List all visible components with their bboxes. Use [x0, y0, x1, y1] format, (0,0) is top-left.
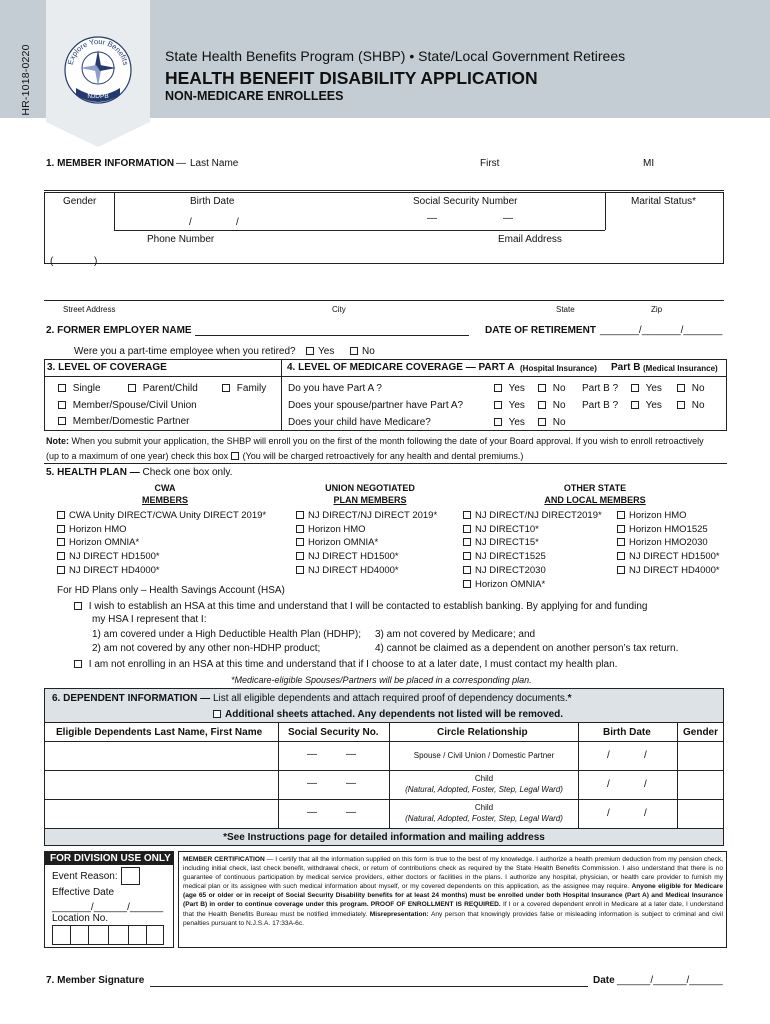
plan-option-label: NJ DIRECT15*	[475, 537, 539, 549]
plan-option-label: Horizon HMO	[69, 523, 127, 535]
event-reason-field[interactable]	[121, 867, 140, 885]
last-name-label: Last Name	[190, 158, 239, 169]
dep2-child-detail: (Natural, Adopted, Foster, Step, Legal Ward)	[405, 785, 563, 794]
divider	[44, 770, 724, 771]
dep1-relationship[interactable]: Spouse / Civil Union / Domestic Partner	[413, 751, 555, 760]
col2-heading2: PLAN MEMBERS	[333, 495, 407, 505]
divider	[108, 925, 109, 945]
checkbox-icon	[494, 384, 502, 392]
checkbox-icon	[538, 418, 546, 426]
phone-paren-open: (	[50, 256, 54, 267]
dep3-bd-slash: /	[607, 808, 610, 819]
divider	[605, 192, 606, 230]
plan-option[interactable]	[57, 565, 160, 577]
checkbox-icon	[617, 525, 625, 533]
hsa-item2: 2) am not covered by any other non-HDHP product;	[92, 643, 321, 654]
dep3-child-detail: (Natural, Adopted, Foster, Step, Legal Ward)	[405, 814, 563, 823]
checkbox-icon	[617, 538, 625, 546]
retirement-date-blank[interactable]: _______/_______/_______	[600, 325, 723, 336]
signature-date-blank[interactable]: ______/______/______	[617, 975, 723, 986]
checkbox-icon	[677, 401, 685, 409]
hsa-establish-checkbox[interactable]: I wish to establish an HSA at this time and understand that I will be contacted to establish banking. By applying for and funding	[74, 601, 647, 613]
col3-heading2: AND LOCAL MEMBERS	[544, 495, 646, 505]
part-b-label: Part B	[611, 362, 641, 373]
dep2-ssn-dash: —	[307, 778, 317, 789]
dep1-bd-slash: /	[644, 750, 647, 761]
dep1-ssn-dash: —	[346, 749, 356, 760]
checkbox-icon	[463, 511, 471, 519]
plan-option-label: NJ DIRECT HD4000*	[69, 564, 160, 576]
plan-option-label: NJ DIRECT/NJ DIRECT2019*	[475, 510, 602, 521]
event-reason-label: Event Reason:	[52, 871, 118, 882]
checkbox-icon	[306, 347, 314, 355]
q2-b-no-checkbox[interactable]: No	[677, 400, 705, 412]
q1-b-yes-checkbox[interactable]: Yes	[631, 383, 662, 395]
checkbox-icon	[463, 566, 471, 574]
divider	[44, 722, 724, 723]
birth-date-label: Birth Date	[190, 196, 235, 207]
plan-option-label: NJ DIRECT HD1500*	[308, 551, 399, 563]
divider	[146, 925, 147, 945]
header-program: State Health Benefits Program (SHBP) • State/Local Government Retirees	[165, 48, 626, 64]
plan-option[interactable]	[57, 551, 160, 563]
plan-option[interactable]	[617, 537, 708, 549]
s3-title: 3. LEVEL OF COVERAGE	[47, 362, 167, 373]
plan-option[interactable]	[617, 524, 708, 536]
plan-option[interactable]	[296, 510, 437, 522]
first-name-label: First	[480, 158, 500, 169]
plan-option-label: NJ DIRECT/NJ DIRECT 2019*	[308, 510, 438, 521]
checkbox-icon	[57, 511, 65, 519]
hsa-item4: 4) cannot be claimed as a dependent on another person’s tax return.	[375, 643, 679, 654]
divider	[128, 925, 129, 945]
mi-label: MI	[643, 158, 655, 169]
effective-date-label: Effective Date	[52, 887, 115, 898]
checkbox-icon	[222, 384, 230, 392]
signature-line[interactable]	[150, 986, 588, 987]
checkbox-icon	[57, 538, 65, 546]
njdpb-logo	[46, 0, 150, 147]
form-code	[17, 40, 35, 120]
checkbox-icon	[631, 401, 639, 409]
divider	[114, 230, 605, 231]
checkbox-icon	[494, 418, 502, 426]
medicare-q2: Does your spouse/partner have Part A?	[288, 400, 464, 411]
rule	[44, 463, 727, 464]
hsa-title: For HD Plans only – Health Savings Account (HSA)	[57, 585, 285, 596]
plan-option-label: Horizon HMO	[308, 523, 366, 535]
checkbox-icon	[296, 538, 304, 546]
gender-label: Gender	[63, 196, 97, 207]
col-ssn: Social Security No.	[288, 727, 379, 738]
divider	[114, 192, 115, 230]
zip-label: Zip	[651, 305, 663, 314]
rule	[44, 300, 724, 301]
birth-date-slash: /	[189, 217, 192, 228]
checkbox-icon	[74, 602, 82, 610]
ssn-dash: —	[503, 213, 513, 224]
plan-option-label: NJ DIRECT HD1500*	[69, 551, 160, 563]
divider	[44, 376, 727, 377]
checkbox-icon	[463, 552, 471, 560]
city-label: City	[332, 305, 346, 314]
checkbox-icon	[57, 566, 65, 574]
coverage-single-checkbox[interactable]: Single	[58, 383, 101, 395]
plan-option[interactable]	[463, 565, 546, 577]
parttime-no-checkbox[interactable]: No	[350, 346, 375, 358]
checkbox-icon	[58, 401, 66, 409]
divider	[88, 925, 89, 945]
col-birth-date: Birth Date	[603, 727, 651, 738]
marital-status-label: Marital Status*	[631, 196, 697, 207]
plan-option-label: CWA Unity DIRECT/CWA Unity DIRECT 2019*	[69, 510, 267, 521]
medicare-q3: Does your child have Medicare?	[288, 417, 431, 428]
plan-option[interactable]	[463, 537, 539, 549]
plan-option[interactable]	[617, 551, 720, 563]
plan-option[interactable]	[296, 537, 378, 549]
checkbox-icon	[463, 525, 471, 533]
dep1-ssn-dash: —	[307, 749, 317, 760]
checkbox-icon	[296, 566, 304, 574]
dep2-bd-slash: /	[644, 779, 647, 790]
col1-heading1: CWA	[154, 483, 176, 493]
s4-title: 4. LEVEL OF MEDICARE COVERAGE — PART A	[287, 362, 515, 373]
logo-arc-text: Explore Your Benefits	[65, 36, 131, 67]
plan-option[interactable]	[296, 551, 399, 563]
plan-option[interactable]	[463, 510, 602, 522]
note-line1: Note: When you submit your application, the SHBP will enroll you on the first of the month following the date of your Board approval. If you wish to enroll retroactively	[46, 436, 704, 446]
page-title: HEALTH BENEFIT DISABILITY APPLICATION	[165, 68, 538, 88]
dep1-bd-slash: /	[607, 750, 610, 761]
plan-option-label: Horizon OMNIA*	[308, 537, 379, 549]
checkbox-icon	[617, 552, 625, 560]
plan-option[interactable]	[463, 551, 546, 563]
hsa-item3: 3) am not covered by Medicare; and	[375, 629, 536, 640]
checkbox-icon	[58, 384, 66, 392]
checkbox-icon	[463, 538, 471, 546]
q1-a-yes-checkbox[interactable]: Yes	[494, 383, 525, 395]
form-code-text: HR-1018-0220	[20, 44, 32, 116]
checkbox-icon	[677, 384, 685, 392]
signature-label: 7. Member Signature	[46, 975, 145, 986]
s6-header: 6. DEPENDENT INFORMATION — List all eligible dependents and attach required proof of dependency documents.*	[52, 693, 572, 704]
checkbox-icon	[213, 710, 221, 718]
checkbox-icon	[463, 580, 471, 588]
checkbox-icon	[128, 384, 136, 392]
q2-a-yes-checkbox[interactable]: Yes	[494, 400, 525, 412]
dep2-child-label[interactable]: Child	[474, 774, 494, 783]
plan-option-label: Horizon HMO	[629, 510, 687, 521]
plan-option[interactable]	[57, 524, 127, 536]
divider	[677, 722, 678, 828]
checkbox-icon	[57, 525, 65, 533]
dep3-ssn-dash: —	[346, 807, 356, 818]
street-label: Street Address	[63, 305, 116, 314]
part-b-sub: (Medical Insurance)	[643, 364, 718, 373]
checkbox-icon	[538, 401, 546, 409]
q2-a-no-checkbox[interactable]: No	[538, 400, 566, 412]
checkbox-icon	[296, 525, 304, 533]
s5-header: 5. HEALTH PLAN — Check one box only.	[46, 467, 233, 478]
plan-option-label: NJ DIRECT10*	[475, 523, 539, 535]
note-line2: (up to a maximum of one year) check this box (You will be charged retroactively for any health and dental premiums.)	[46, 451, 524, 461]
checkbox-icon	[57, 552, 65, 560]
parttime-question: Were you a part-time employee when you retired?	[74, 346, 296, 357]
q3-yes-checkbox[interactable]: Yes	[494, 417, 525, 429]
dep3-bd-slash: /	[644, 808, 647, 819]
col-relationship: Circle Relationship	[437, 727, 528, 738]
divider	[44, 741, 724, 742]
plan-option[interactable]	[463, 579, 545, 591]
plan-option[interactable]	[617, 510, 687, 522]
retirement-label: DATE OF RETIREMENT	[485, 325, 596, 336]
hsa-represent: my HSA I represent that I:	[92, 614, 207, 625]
q3-no-checkbox[interactable]: No	[538, 417, 566, 429]
ssn-dash: —	[427, 213, 437, 224]
retroactive-checkbox[interactable]	[231, 452, 239, 460]
col-gender: Gender	[683, 727, 719, 738]
divider	[70, 925, 71, 945]
col2-heading1: UNION NEGOTIATED	[325, 483, 415, 493]
rule	[44, 190, 724, 191]
logo-njdpb-text: NJDPB	[87, 93, 109, 100]
dep2-bd-slash: /	[607, 779, 610, 790]
divider	[578, 722, 579, 828]
part-a-sub: (Hospital Insurance)	[520, 364, 597, 373]
coverage-family-checkbox[interactable]: Family	[222, 383, 266, 395]
q2-part-b-label: Part B ?	[582, 400, 619, 411]
divider	[44, 799, 724, 800]
checkbox-icon	[631, 384, 639, 392]
employer-name-line[interactable]	[195, 335, 469, 336]
page-subtitle: NON-MEDICARE ENROLLEES	[165, 89, 344, 103]
plan-option[interactable]	[617, 565, 720, 577]
s1-title: 1. MEMBER INFORMATION	[46, 158, 175, 169]
coverage-member-spouse-checkbox[interactable]: Member/Spouse/Civil Union	[58, 400, 197, 412]
q1-b-no-checkbox[interactable]: No	[677, 383, 705, 395]
col-dependent-name: Eligible Dependents Last Name, First Name	[56, 727, 263, 738]
division-title: FOR DIVISION USE ONLY	[50, 853, 171, 864]
dep2-ssn-dash: —	[346, 778, 356, 789]
divider	[278, 722, 279, 828]
plan-option-label: NJ DIRECT HD1500*	[629, 551, 720, 563]
plan-option-label: NJ DIRECT2030	[475, 564, 546, 576]
dep3-ssn-dash: —	[307, 807, 317, 818]
checkbox-icon	[58, 417, 66, 425]
checkbox-icon	[350, 347, 358, 355]
phone-paren-close: )	[94, 256, 98, 267]
plan-option-label: Horizon OMNIA*	[475, 578, 546, 590]
additional-sheets-checkbox[interactable]: Additional sheets attached. Any dependents not listed will be removed.	[213, 709, 563, 721]
medicare-q1: Do you have Part A ?	[288, 383, 382, 394]
plan-option-label: Horizon HMO2030	[629, 537, 708, 549]
plan-option-label: NJ DIRECT HD4000*	[629, 564, 720, 576]
hsa-decline-checkbox[interactable]: I am not enrolling in an HSA at this time and understand that if I choose to at a later date, I must contact my health plan.	[74, 659, 617, 671]
s1-dash: —	[176, 158, 186, 169]
birth-date-slash: /	[236, 217, 239, 228]
plan-option[interactable]	[463, 524, 539, 536]
location-label: Location No.	[52, 913, 109, 924]
dep3-child-label[interactable]: Child	[474, 803, 494, 812]
coverage-member-dp-checkbox[interactable]: Member/Domestic Partner	[58, 416, 189, 428]
coverage-parent-child-checkbox[interactable]: Parent/Child	[128, 383, 198, 395]
hsa-item1: 1) am covered under a High Deductible Health Plan (HDHP);	[92, 629, 362, 640]
checkbox-icon	[538, 384, 546, 392]
parttime-yes-checkbox[interactable]: Yes	[306, 346, 334, 358]
plan-option[interactable]	[57, 510, 266, 522]
email-label: Email Address	[498, 234, 562, 245]
checkbox-icon	[617, 566, 625, 574]
plan-option-label: NJ DIRECT HD4000*	[308, 564, 399, 576]
q1-part-b-label: Part B ?	[582, 383, 619, 394]
checkbox-icon	[494, 401, 502, 409]
col1-heading2: MEMBERS	[141, 495, 188, 505]
checkbox-icon	[296, 511, 304, 519]
instructions-note: *See Instructions page for detailed information and mailing address	[223, 832, 545, 843]
checkbox-icon	[617, 511, 625, 519]
q1-a-no-checkbox[interactable]: No	[538, 383, 566, 395]
q2-b-yes-checkbox[interactable]: Yes	[631, 400, 662, 412]
phone-label: Phone Number	[147, 234, 215, 245]
plan-option[interactable]	[296, 565, 399, 577]
s2-title: 2. FORMER EMPLOYER NAME	[46, 325, 192, 336]
checkbox-icon	[296, 552, 304, 560]
plan-option-label: Horizon OMNIA*	[69, 537, 140, 549]
plan-option[interactable]	[57, 537, 139, 549]
divider	[281, 359, 282, 431]
medicare-eligible-note: *Medicare-eligible Spouses/Partners will be placed in a corresponding plan.	[231, 675, 532, 685]
plan-option-label: Horizon HMO1525	[629, 523, 708, 535]
member-certification: MEMBER CERTIFICATION — I certify that all the information supplied on this form is true to the best of my knowledge. I authorize a health premium deduction from my pension check, including initial check, last check benefit, withdrawal check, or return of contributions check as required by the State Health Benefits Commission. I also understand that there is no guarantee of continuous participation by medical service providers, either doctors or facilities in the plans. I authorize any hospital, physician, or health care provider to furnish my medical plan or its assignee with such medical information about myself, or my covered dependents on this application, as the assignee may require. Anyone eligible for Medicare (age 65 or older or in receipt of Social Security Disability benefits for at least 24 months) must be enrolled under both Hospital Insurance (Part A) and Medical Insurance (Part B) in order to continue coverage under this program. PROOF OF ENROLLMENT IS REQUIRED. If I or a covered dependent enroll in Medicare at a later date, I understand that the Health Benefits Bureau must be notified immediately. Misrepresentation: Any person that knowingly provides false or misleading information is subject to criminal and civil penalties pursuant to N.J.S.A. 17:33A-6c.	[183, 856, 723, 927]
signature-date-label: Date	[593, 975, 615, 986]
member-info-box	[44, 192, 724, 264]
effective-date-blank[interactable]: _______/______/______	[52, 902, 164, 913]
plan-option-label: NJ DIRECT1525	[475, 551, 546, 563]
state-label: State	[556, 305, 575, 314]
plan-option[interactable]	[296, 524, 366, 536]
ssn-label: Social Security Number	[413, 196, 518, 207]
col3-heading1: OTHER STATE	[563, 483, 627, 493]
checkbox-icon	[74, 660, 82, 668]
